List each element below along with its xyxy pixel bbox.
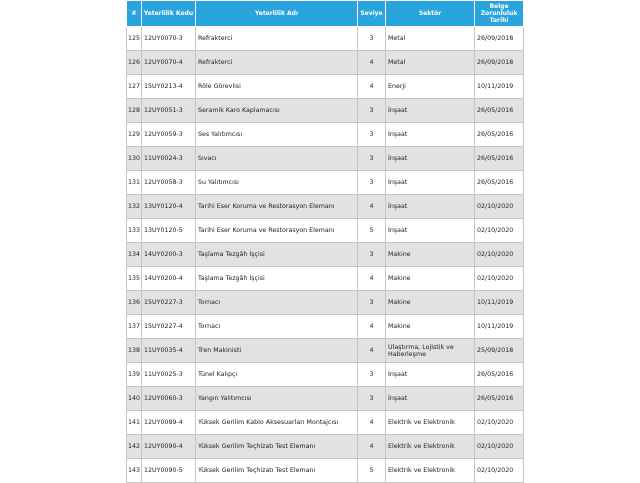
cell-level: 3 bbox=[358, 291, 386, 315]
cell-date: 26/05/2016 bbox=[475, 363, 524, 387]
cell-date: 26/09/2018 bbox=[475, 27, 524, 51]
cell-sector: İnşaat bbox=[386, 195, 475, 219]
table-row bbox=[127, 51, 524, 75]
cell-name: Su Yalıtımcısı bbox=[196, 171, 358, 195]
cell-level: 3 bbox=[358, 123, 386, 147]
cell-date: 02/10/2020 bbox=[475, 267, 524, 291]
qualification-table-container bbox=[126, 0, 523, 483]
cell-level: 4 bbox=[358, 195, 386, 219]
cell-date: 26/05/2016 bbox=[475, 171, 524, 195]
table-row bbox=[127, 459, 524, 483]
cell-code: 12UY0070-4 bbox=[142, 51, 196, 75]
cell-date: 10/11/2019 bbox=[475, 75, 524, 99]
cell-date: 02/10/2020 bbox=[475, 411, 524, 435]
cell-level: 4 bbox=[358, 315, 386, 339]
cell-date: 25/09/2018 bbox=[475, 339, 524, 363]
cell-sector: Metal bbox=[386, 27, 475, 51]
cell-code: 12UY0051-3 bbox=[142, 99, 196, 123]
cell-code: 14UY0200-3 bbox=[142, 243, 196, 267]
cell-sector: Metal bbox=[386, 51, 475, 75]
table-row bbox=[127, 99, 524, 123]
cell-sector: Ulaştırma, Lojistik ve Haberleşme bbox=[386, 339, 475, 363]
cell-no: 129 bbox=[127, 123, 142, 147]
cell-sector: İnşaat bbox=[386, 363, 475, 387]
cell-level: 3 bbox=[358, 387, 386, 411]
cell-level: 4 bbox=[358, 435, 386, 459]
cell-date: 02/10/2020 bbox=[475, 435, 524, 459]
cell-code: 12UY0060-3 bbox=[142, 387, 196, 411]
table-row bbox=[127, 27, 524, 51]
cell-date: 02/10/2020 bbox=[475, 243, 524, 267]
cell-no: 131 bbox=[127, 171, 142, 195]
cell-name: Tornacı bbox=[196, 315, 358, 339]
cell-name: Taşlama Tezgâh İşçisi bbox=[196, 243, 358, 267]
cell-name: Tornacı bbox=[196, 291, 358, 315]
cell-code: 12UY0089-4 bbox=[142, 411, 196, 435]
header-level: Seviye bbox=[358, 1, 386, 27]
cell-name: Yüksek Gerilim Kablo Aksesuarları Montajcısı bbox=[196, 411, 358, 435]
qualification-table bbox=[126, 0, 524, 483]
cell-level: 4 bbox=[358, 75, 386, 99]
table-row bbox=[127, 411, 524, 435]
cell-level: 5 bbox=[358, 219, 386, 243]
cell-level: 4 bbox=[358, 339, 386, 363]
cell-no: 142 bbox=[127, 435, 142, 459]
cell-code: 12UY0059-3 bbox=[142, 123, 196, 147]
cell-code: 12UY0070-3 bbox=[142, 27, 196, 51]
cell-date: 10/11/2019 bbox=[475, 291, 524, 315]
cell-date: 26/05/2016 bbox=[475, 147, 524, 171]
table-row bbox=[127, 363, 524, 387]
cell-date: 02/10/2020 bbox=[475, 219, 524, 243]
cell-no: 139 bbox=[127, 363, 142, 387]
table-row bbox=[127, 267, 524, 291]
cell-name: Yüksek Gerilim Teçhizatı Test Elemanı bbox=[196, 435, 358, 459]
cell-name: Tarihi Eser Koruma ve Restorasyon Elemanı bbox=[196, 219, 358, 243]
cell-code: 15UY0213-4 bbox=[142, 75, 196, 99]
cell-sector: Elektrik ve Elektronik bbox=[386, 435, 475, 459]
cell-date: 26/09/2018 bbox=[475, 51, 524, 75]
cell-code: 15UY0227-4 bbox=[142, 315, 196, 339]
table-row bbox=[127, 219, 524, 243]
table-row bbox=[127, 75, 524, 99]
cell-name: Refrakterci bbox=[196, 51, 358, 75]
cell-name: Taşlama Tezgâh İşçisi bbox=[196, 267, 358, 291]
table-row bbox=[127, 147, 524, 171]
cell-sector: İnşaat bbox=[386, 171, 475, 195]
cell-name: Tünel Kalıpçı bbox=[196, 363, 358, 387]
table-row bbox=[127, 243, 524, 267]
cell-no: 130 bbox=[127, 147, 142, 171]
cell-date: 10/11/2019 bbox=[475, 315, 524, 339]
header-sector: Sektör bbox=[386, 1, 475, 27]
cell-date: 02/10/2020 bbox=[475, 195, 524, 219]
table-row bbox=[127, 315, 524, 339]
cell-no: 127 bbox=[127, 75, 142, 99]
cell-code: 13UY0120-5 bbox=[142, 219, 196, 243]
cell-code: 11UY0024-3 bbox=[142, 147, 196, 171]
cell-sector: Makine bbox=[386, 291, 475, 315]
cell-name: Yangın Yalıtımcısı bbox=[196, 387, 358, 411]
cell-level: 3 bbox=[358, 99, 386, 123]
cell-no: 133 bbox=[127, 219, 142, 243]
cell-level: 3 bbox=[358, 363, 386, 387]
cell-no: 135 bbox=[127, 267, 142, 291]
cell-level: 3 bbox=[358, 27, 386, 51]
cell-no: 134 bbox=[127, 243, 142, 267]
cell-date: 26/05/2016 bbox=[475, 123, 524, 147]
cell-level: 4 bbox=[358, 411, 386, 435]
cell-no: 126 bbox=[127, 51, 142, 75]
cell-date: 26/05/2016 bbox=[475, 387, 524, 411]
cell-level: 4 bbox=[358, 51, 386, 75]
cell-level: 3 bbox=[358, 171, 386, 195]
cell-name: Tarihi Eser Koruma ve Restorasyon Elemanı bbox=[196, 195, 358, 219]
cell-code: 12UY0090-4 bbox=[142, 435, 196, 459]
cell-no: 138 bbox=[127, 339, 142, 363]
cell-sector: Elektrik ve Elektronik bbox=[386, 459, 475, 483]
table-row bbox=[127, 195, 524, 219]
header-no: # bbox=[127, 1, 142, 27]
cell-code: 12UY0090-5 bbox=[142, 459, 196, 483]
cell-level: 4 bbox=[358, 267, 386, 291]
cell-sector: İnşaat bbox=[386, 147, 475, 171]
cell-level: 5 bbox=[358, 459, 386, 483]
cell-sector: Makine bbox=[386, 267, 475, 291]
cell-sector: Enerji bbox=[386, 75, 475, 99]
cell-name: Röle Görevlisi bbox=[196, 75, 358, 99]
cell-code: 15UY0227-3 bbox=[142, 291, 196, 315]
cell-sector: İnşaat bbox=[386, 387, 475, 411]
cell-sector: İnşaat bbox=[386, 99, 475, 123]
cell-no: 132 bbox=[127, 195, 142, 219]
table-row bbox=[127, 339, 524, 363]
table-header-row bbox=[127, 1, 524, 27]
cell-sector: Elektrik ve Elektronik bbox=[386, 411, 475, 435]
cell-date: 02/10/2020 bbox=[475, 459, 524, 483]
table-row bbox=[127, 435, 524, 459]
cell-date: 26/05/2016 bbox=[475, 99, 524, 123]
cell-code: 11UY0035-4 bbox=[142, 339, 196, 363]
cell-code: 11UY0025-3 bbox=[142, 363, 196, 387]
cell-no: 140 bbox=[127, 387, 142, 411]
cell-code: 12UY0058-3 bbox=[142, 171, 196, 195]
cell-no: 125 bbox=[127, 27, 142, 51]
header-code: Yeterlilik Kodu bbox=[142, 1, 196, 27]
cell-level: 3 bbox=[358, 147, 386, 171]
cell-sector: Makine bbox=[386, 315, 475, 339]
cell-name: Ses Yalıtımcısı bbox=[196, 123, 358, 147]
cell-no: 137 bbox=[127, 315, 142, 339]
header-name: Yeterlilik Adı bbox=[196, 1, 358, 27]
table-row bbox=[127, 387, 524, 411]
header-date: Belge Zorunluluk Tarihi bbox=[475, 1, 524, 27]
cell-sector: İnşaat bbox=[386, 219, 475, 243]
cell-sector: Makine bbox=[386, 243, 475, 267]
cell-name: Yüksek Gerilim Teçhizatı Test Elemanı bbox=[196, 459, 358, 483]
cell-no: 141 bbox=[127, 411, 142, 435]
cell-code: 14UY0200-4 bbox=[142, 267, 196, 291]
cell-no: 136 bbox=[127, 291, 142, 315]
cell-level: 3 bbox=[358, 243, 386, 267]
cell-sector: İnşaat bbox=[386, 123, 475, 147]
cell-no: 143 bbox=[127, 459, 142, 483]
cell-code: 13UY0120-4 bbox=[142, 195, 196, 219]
cell-no: 128 bbox=[127, 99, 142, 123]
cell-name: Tren Makinisti bbox=[196, 339, 358, 363]
table-row bbox=[127, 171, 524, 195]
cell-name: Refrakterci bbox=[196, 27, 358, 51]
cell-name: Sıvacı bbox=[196, 147, 358, 171]
table-row bbox=[127, 123, 524, 147]
table-row bbox=[127, 291, 524, 315]
cell-name: Seramik Karo Kaplamacısı bbox=[196, 99, 358, 123]
